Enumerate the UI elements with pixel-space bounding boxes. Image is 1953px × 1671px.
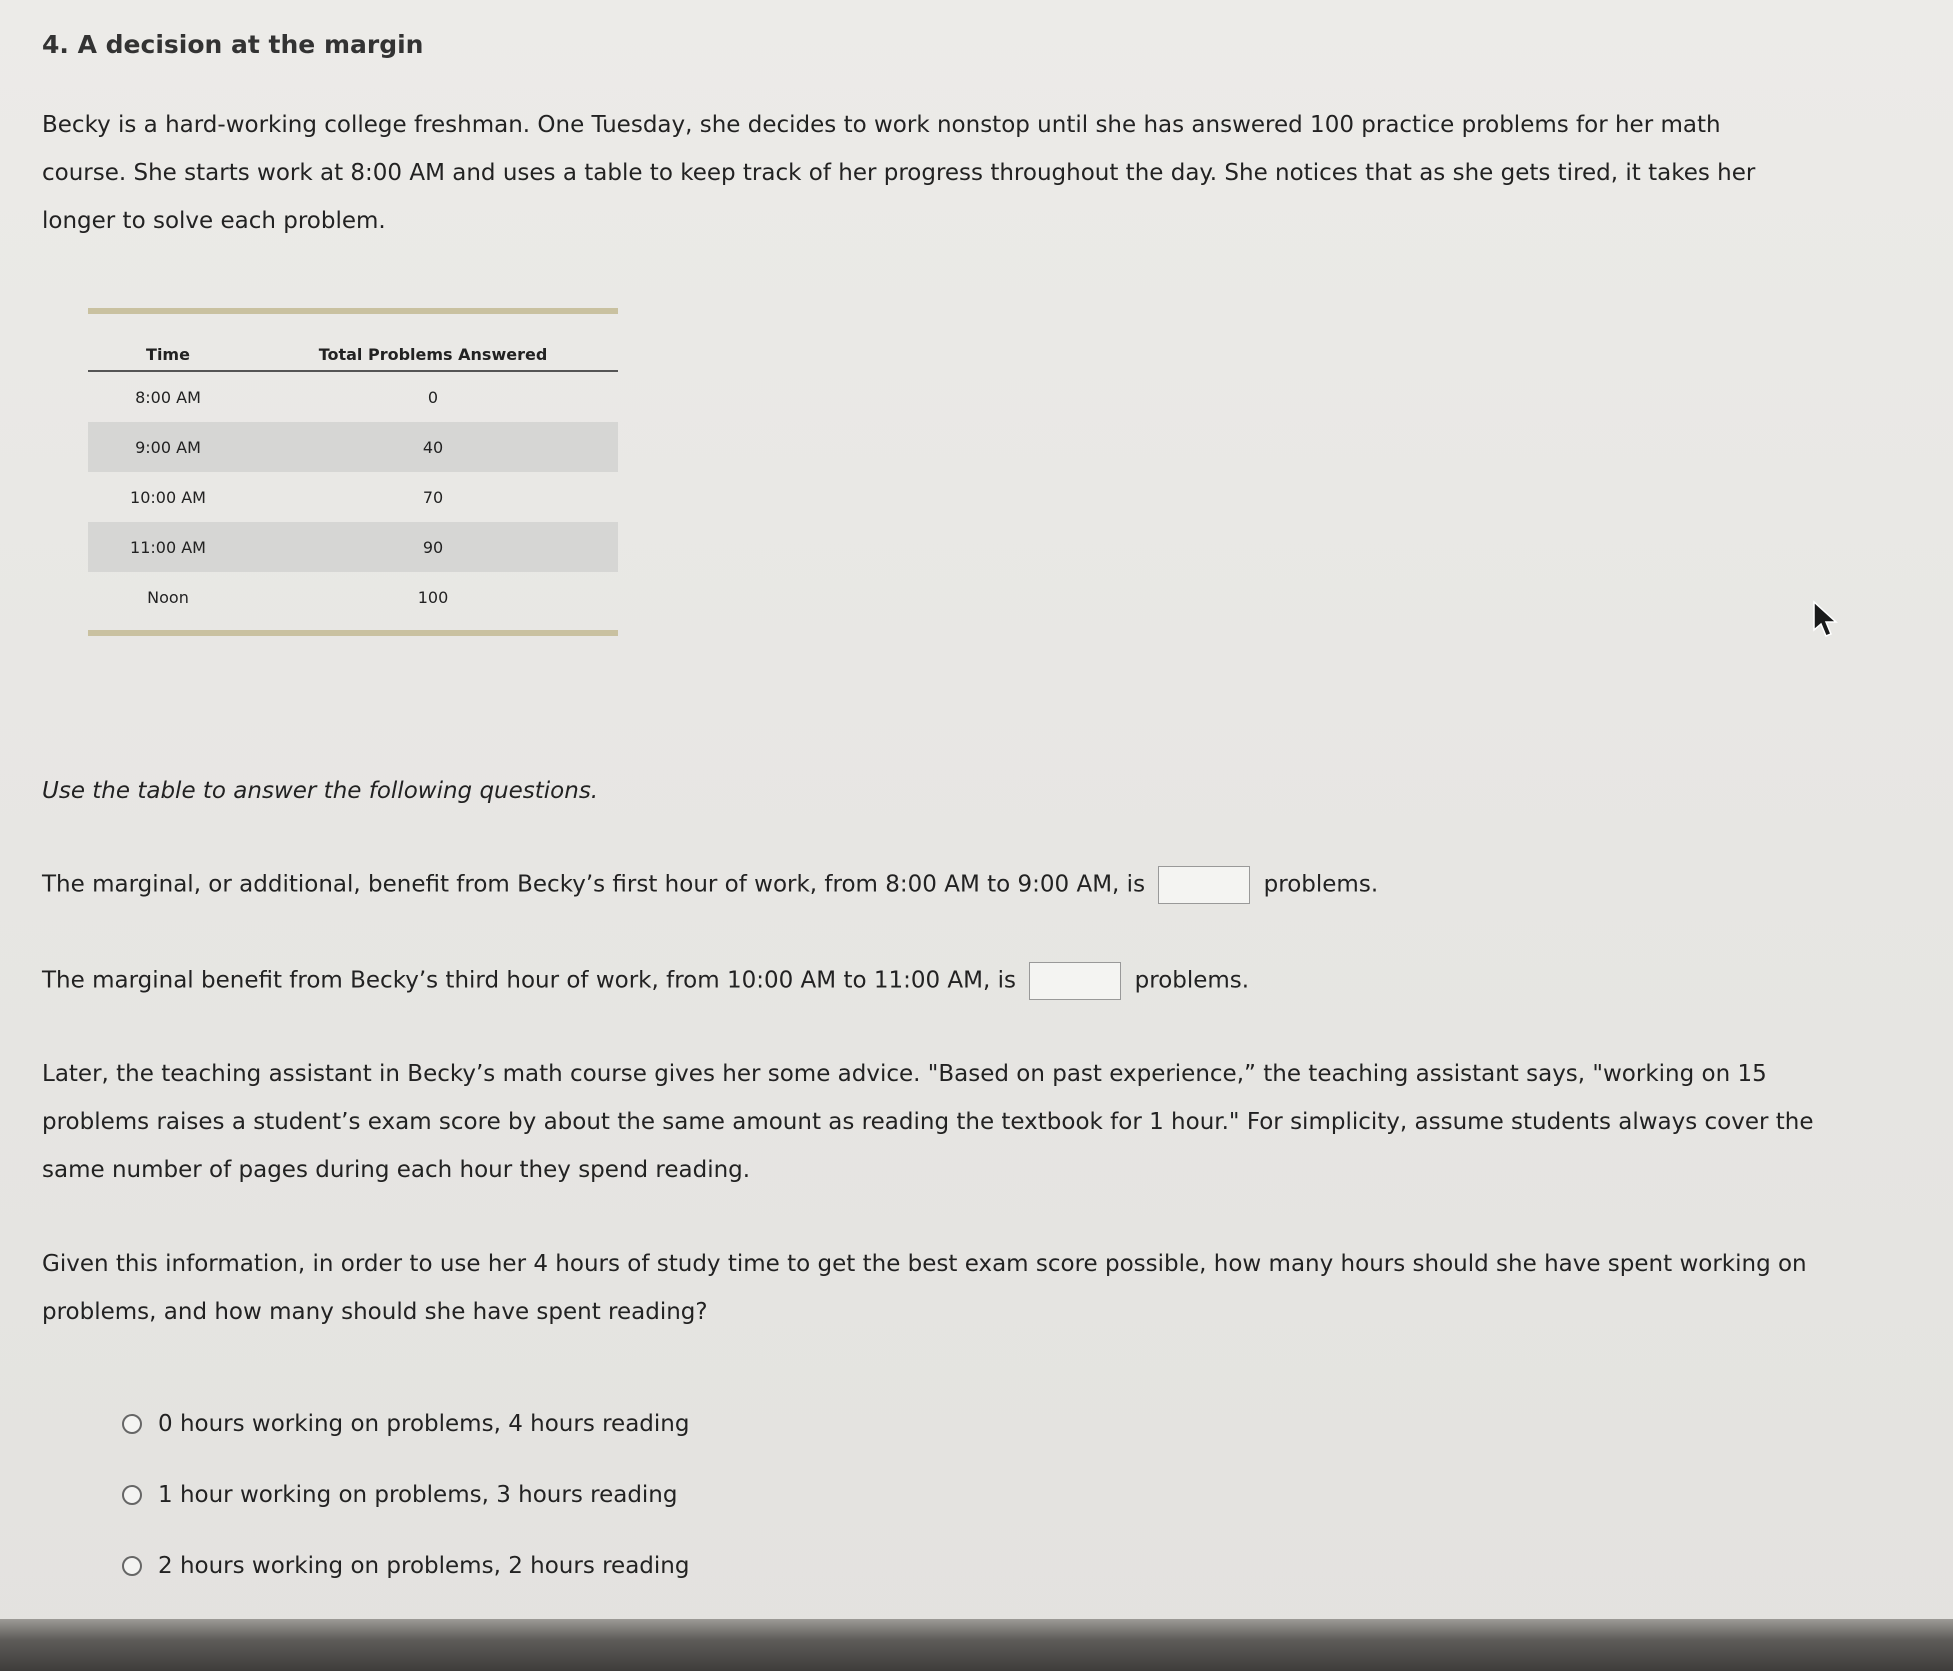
header-total-problems: Total Problems Answered bbox=[318, 345, 548, 364]
choice-2-2[interactable] bbox=[122, 1530, 689, 1601]
choice-label: 2 hours working on problems, 2 hours reading bbox=[158, 1552, 690, 1579]
question-2 bbox=[42, 962, 1249, 1000]
total-cell: 40 bbox=[422, 437, 444, 457]
time-cell: 8:00 AM bbox=[135, 387, 201, 407]
q2-suffix: problems. bbox=[1134, 967, 1250, 994]
q2-answer-input[interactable] bbox=[1029, 962, 1121, 1000]
time-cell: 11:00 AM bbox=[130, 537, 206, 557]
total-cell: 0 bbox=[427, 387, 439, 407]
time-cell: 10:00 AM bbox=[130, 487, 206, 507]
question-title: 4. A decision at the margin bbox=[42, 30, 424, 59]
radio-button-icon[interactable] bbox=[122, 1414, 142, 1434]
table-row bbox=[88, 522, 618, 572]
question-intro: Becky is a hard-working college freshman. One Tuesday, she decides to work nonstop until she has answered 100 practice problems for her math course. She starts work at 8:00 AM and uses a table to keep track of her progress throughout the day. She notices that as she gets tired, it takes her longer to solve each problem. bbox=[42, 112, 1756, 234]
q1-prefix: The marginal, or additional, benefit from Becky’s first hour of work, from 8:00 AM to 9:00 AM, is bbox=[42, 871, 1146, 898]
q1-suffix: problems. bbox=[1263, 871, 1379, 898]
question-1 bbox=[42, 866, 1378, 904]
progress-table bbox=[88, 308, 618, 636]
time-cell: Noon bbox=[147, 587, 189, 607]
instructions: Use the table to answer the following questions. bbox=[42, 778, 599, 804]
radio-button-icon[interactable] bbox=[122, 1556, 142, 1576]
table-bottom-rule bbox=[88, 630, 618, 636]
question-content bbox=[42, 30, 1902, 1579]
choice-label: 1 hour working on problems, 3 hours reading bbox=[158, 1481, 678, 1508]
choice-1-3[interactable] bbox=[122, 1459, 689, 1530]
advice-paragraph: Later, the teaching assistant in Becky’s math course gives her some advice. "Based on past experience,” the teaching assistant says, "working on 15 problems raises a student’s exam score by about the same amount as reading the textbook for 1 hour." For simplicity, assume students always cover the same number of pages during each hour they spend reading. bbox=[42, 1061, 1814, 1183]
choice-0-4[interactable] bbox=[122, 1388, 689, 1459]
table-header-row bbox=[88, 314, 618, 372]
monitor-bezel bbox=[0, 1619, 1953, 1671]
total-cell: 100 bbox=[417, 587, 449, 607]
total-cell: 90 bbox=[422, 537, 444, 557]
mouse-cursor-icon bbox=[1810, 600, 1840, 640]
time-cell: 9:00 AM bbox=[135, 437, 201, 457]
table-row bbox=[88, 372, 618, 422]
radio-button-icon[interactable] bbox=[122, 1485, 142, 1505]
question-3: Given this information, in order to use her 4 hours of study time to get the best exam score possible, how many hours should she have spent working on problems, and how many should she have spent reading? bbox=[42, 1251, 1807, 1325]
table-row bbox=[88, 472, 618, 522]
table-row bbox=[88, 572, 618, 622]
total-cell: 70 bbox=[422, 487, 444, 507]
table-row bbox=[88, 422, 618, 472]
q2-prefix: The marginal benefit from Becky’s third hour of work, from 10:00 AM to 11:00 AM, is bbox=[42, 967, 1017, 994]
choice-label: 0 hours working on problems, 4 hours reading bbox=[158, 1410, 690, 1437]
q1-answer-input[interactable] bbox=[1158, 866, 1250, 904]
header-time: Time bbox=[146, 345, 190, 364]
